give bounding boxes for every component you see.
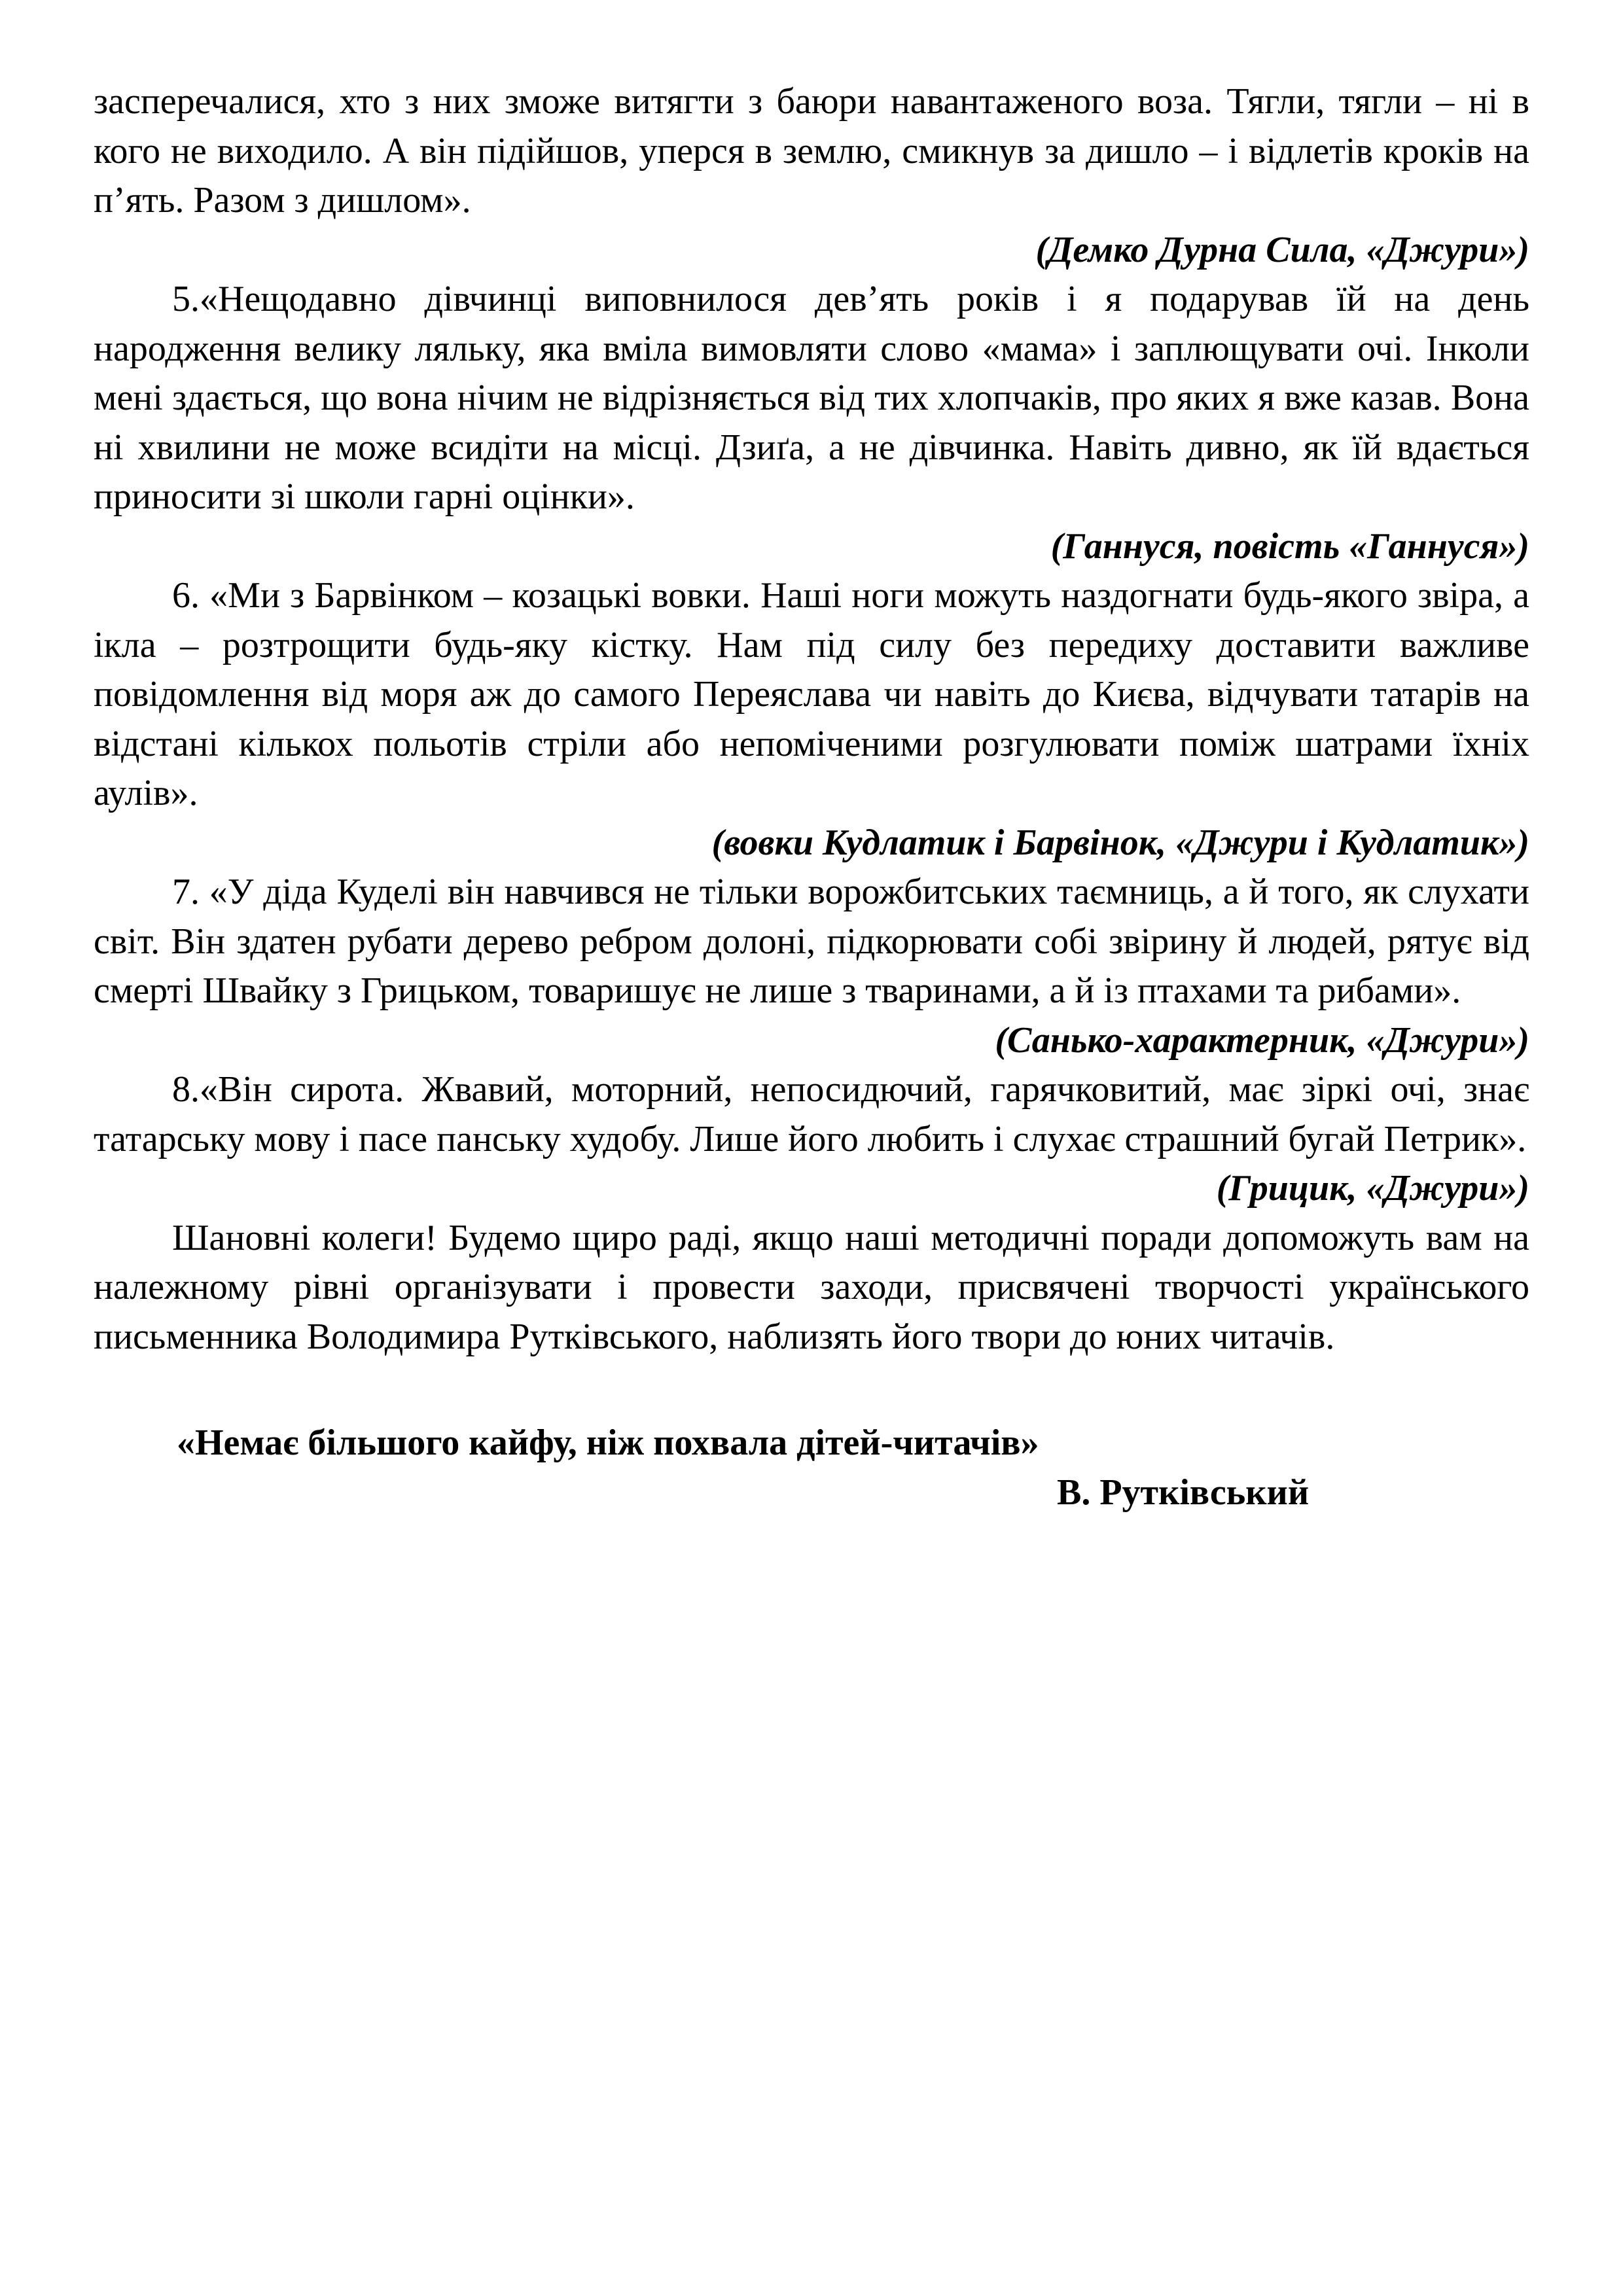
closing-paragraph: Шановні колеги! Будемо щиро раді, якщо наші методичні поради допоможуть вам на належному рівні організувати і провести заходи, присвячені творчості українського письменника Володимира Рутківського, наблизять його твори до юних читачів. xyxy=(94,1217,1529,1357)
attribution-hannusia: (Ганнуся, повість «Ганнуся») xyxy=(1050,525,1529,567)
epigraph-quote: «Немає більшого кайфу, ніж похвала дітей-читачів» xyxy=(177,1422,1039,1463)
document-page xyxy=(94,77,1529,1517)
paragraph-4-continuation: засперечалися, хто з них зможе витягти з баюри навантаженого воза. Тягли, тягли – ні в кого не виходило. А він підійшов, уперся в землю, смикнув за дишло – і відлетів кроків на п’ять. Разом з дишлом». xyxy=(94,81,1529,221)
attribution-demko: (Демко Дурна Сила, «Джури») xyxy=(1035,229,1529,270)
epigraph-author: В. Рутківський xyxy=(1057,1472,1310,1513)
paragraph-5: 5.«Нещодавно дівчинці виповнилося дев’ять років і я подарував їй на день народження велику ляльку, яка вміла вимовляти слово «мама» і заплющувати очі. Інколи мені здається, що вона нічим не відрізняється від тих хлопчаків, про яких я вже казав. Вона ні хвилини не може всидіти на місці. Дзиґа, а не дівчинка. Навіть дивно, як їй вдається приносити зі школи гарні оцінки». xyxy=(94,279,1529,517)
attribution-hrytsyk: (Грицик, «Джури») xyxy=(1216,1168,1529,1209)
paragraph-6: 6. «Ми з Барвінком – козацькі вовки. Наші ноги можуть наздогнати будь-якого звіра, а ікла – розтрощити будь-яку кістку. Нам під силу без передиху доставити важливе повідомлення від моря аж до самого Переяслава чи навіть до Києва, відчувати татарів на відстані кількох польотів стріли або непоміченими розгулювати поміж шатрами їхніх аулів». xyxy=(94,575,1529,813)
attribution-sanko: (Санько-характерник, «Джури») xyxy=(995,1019,1529,1061)
paragraph-8: 8.«Він сирота. Жвавий, моторний, непосидючий, гарячковитий, має зіркі очі, знає татарську мову і пасе панську худобу. Лише його любить і слухає страшний бугай Петрик». xyxy=(94,1069,1529,1159)
attribution-wolves: (вовки Кудлатик і Барвінок, «Джури і Кудлатик») xyxy=(711,822,1529,863)
epigraph xyxy=(94,1419,1529,1517)
paragraph-7: 7. «У діда Куделі він навчився не тільки ворожбитських таємниць, а й того, як слухати світ. Він здатен рубати дерево ребром долоні, підкорювати собі звірину й людей, рятує від смерті Швайку з Грицьком, товаришує не лише з тваринами, а й із птахами та рибами». xyxy=(94,872,1529,1011)
